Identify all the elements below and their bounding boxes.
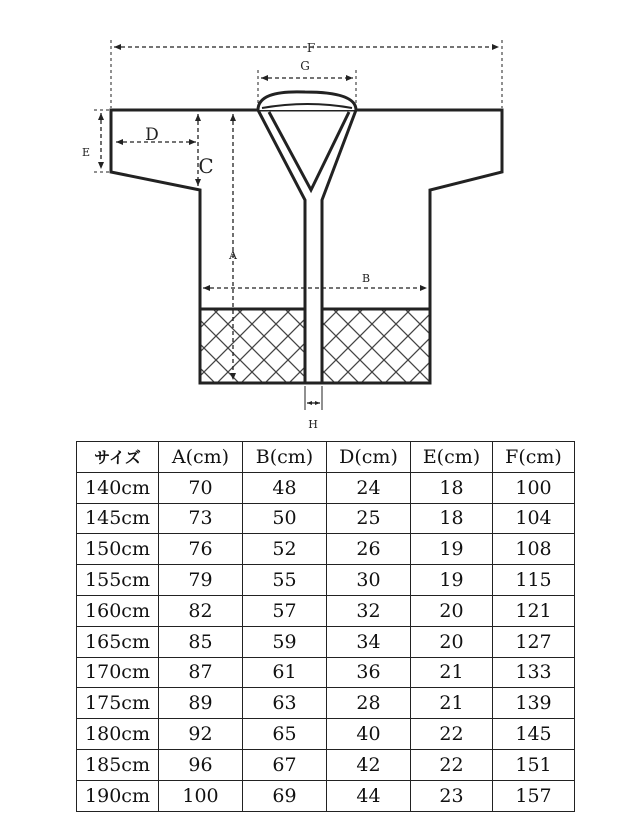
table-row xyxy=(77,565,575,596)
measure-cell: 30 xyxy=(327,565,411,596)
measure-cell: 65 xyxy=(243,719,327,750)
measure-cell: 52 xyxy=(243,534,327,565)
measure-cell: 63 xyxy=(243,688,327,719)
label-B: B xyxy=(361,272,371,285)
measure-cell: 73 xyxy=(159,503,243,534)
table-row xyxy=(77,749,575,780)
measure-cell: 89 xyxy=(159,688,243,719)
measure-cell: 133 xyxy=(493,657,575,688)
measure-cell: 48 xyxy=(243,472,327,503)
measure-cell: 20 xyxy=(411,626,493,657)
table-body xyxy=(77,472,575,811)
measure-cell: 42 xyxy=(327,749,411,780)
label-H: H xyxy=(308,418,318,431)
measure-cell: 28 xyxy=(327,688,411,719)
measure-cell: 139 xyxy=(493,688,575,719)
label-C: C xyxy=(198,154,214,178)
measure-cell: 157 xyxy=(493,780,575,811)
measure-cell: 104 xyxy=(493,503,575,534)
measure-cell: 145 xyxy=(493,719,575,750)
measure-cell: 19 xyxy=(411,534,493,565)
measure-cell: 127 xyxy=(493,626,575,657)
size-chart-table xyxy=(76,441,575,812)
table-row xyxy=(77,719,575,750)
measure-cell: 32 xyxy=(327,595,411,626)
measure-cell: 34 xyxy=(327,626,411,657)
table-row xyxy=(77,657,575,688)
measure-cell: 92 xyxy=(159,719,243,750)
table-row xyxy=(77,472,575,503)
measure-cell: 85 xyxy=(159,626,243,657)
table-row xyxy=(77,688,575,719)
header-f: F(cm) xyxy=(493,442,575,473)
measure-cell: 82 xyxy=(159,595,243,626)
measure-cell: 26 xyxy=(327,534,411,565)
measure-cell: 22 xyxy=(411,719,493,750)
header-a: A(cm) xyxy=(159,442,243,473)
size-cell: 140cm xyxy=(77,472,159,503)
measure-cell: 21 xyxy=(411,657,493,688)
label-F: F xyxy=(306,41,316,55)
dimension-H xyxy=(305,386,322,410)
measure-cell: 20 xyxy=(411,595,493,626)
measure-cell: 100 xyxy=(493,472,575,503)
measure-cell: 70 xyxy=(159,472,243,503)
measure-cell: 44 xyxy=(327,780,411,811)
measure-cell: 40 xyxy=(327,719,411,750)
size-cell: 165cm xyxy=(77,626,159,657)
dimension-E xyxy=(94,110,111,172)
table-row xyxy=(77,534,575,565)
measure-cell: 67 xyxy=(243,749,327,780)
measure-cell: 100 xyxy=(159,780,243,811)
header-e: E(cm) xyxy=(411,442,493,473)
measure-cell: 18 xyxy=(411,472,493,503)
size-cell: 190cm xyxy=(77,780,159,811)
measure-cell: 108 xyxy=(493,534,575,565)
table-header-row xyxy=(77,442,575,473)
table-row xyxy=(77,626,575,657)
measure-cell: 59 xyxy=(243,626,327,657)
size-cell: 160cm xyxy=(77,595,159,626)
size-cell: 145cm xyxy=(77,503,159,534)
table-row xyxy=(77,503,575,534)
label-A: A xyxy=(229,249,237,262)
measure-cell: 19 xyxy=(411,565,493,596)
header-size: サイズ xyxy=(77,442,159,473)
measure-cell: 22 xyxy=(411,749,493,780)
measure-cell: 69 xyxy=(243,780,327,811)
table-row xyxy=(77,595,575,626)
measure-cell: 61 xyxy=(243,657,327,688)
measure-cell: 25 xyxy=(327,503,411,534)
table-row xyxy=(77,780,575,811)
measure-cell: 36 xyxy=(327,657,411,688)
header-d: D(cm) xyxy=(327,442,411,473)
measure-cell: 121 xyxy=(493,595,575,626)
measure-cell: 23 xyxy=(411,780,493,811)
size-cell: 185cm xyxy=(77,749,159,780)
measure-cell: 151 xyxy=(493,749,575,780)
label-G: G xyxy=(300,59,310,73)
measure-cell: 57 xyxy=(243,595,327,626)
size-cell: 180cm xyxy=(77,719,159,750)
label-D: D xyxy=(145,125,159,145)
size-cell: 150cm xyxy=(77,534,159,565)
measure-cell: 76 xyxy=(159,534,243,565)
measure-cell: 87 xyxy=(159,657,243,688)
measure-cell: 50 xyxy=(243,503,327,534)
measure-cell: 24 xyxy=(327,472,411,503)
measure-cell: 18 xyxy=(411,503,493,534)
label-E: E xyxy=(81,146,91,159)
measure-cell: 115 xyxy=(493,565,575,596)
measure-cell: 96 xyxy=(159,749,243,780)
measure-cell: 79 xyxy=(159,565,243,596)
measure-cell: 55 xyxy=(243,565,327,596)
size-cell: 155cm xyxy=(77,565,159,596)
header-b: B(cm) xyxy=(243,442,327,473)
measure-cell: 21 xyxy=(411,688,493,719)
size-cell: 175cm xyxy=(77,688,159,719)
size-cell: 170cm xyxy=(77,657,159,688)
